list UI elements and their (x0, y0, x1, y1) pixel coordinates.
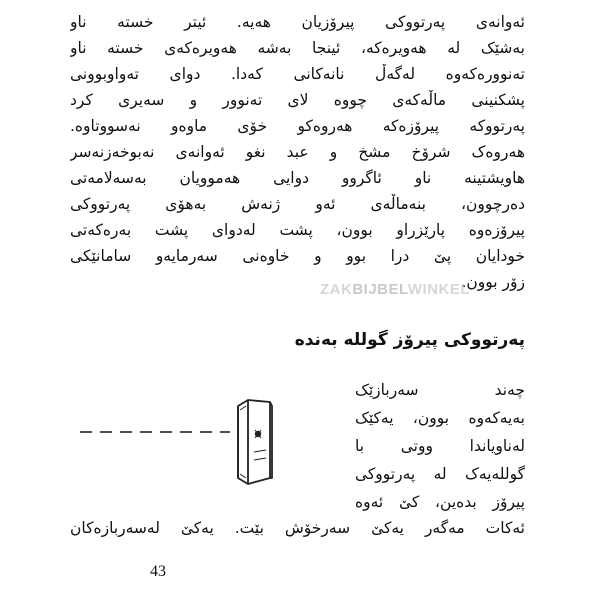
body-line: چەند سەربازێک (355, 381, 525, 399)
paragraph-line: ئەوانەی پەرتووکی پیرۆزیان هەیە. ئیتر خستە ناو (70, 13, 525, 31)
page-number: 43 (150, 563, 166, 580)
paragraph-line: پەرتووکە پیرۆزەکە هەروەکو خۆی ماوەو نەسووتاوە. (70, 117, 525, 135)
section-heading: پەرتووکی پیرۆز گوللە بەندە (294, 330, 525, 350)
watermark-part: ZAK (320, 281, 353, 298)
bible-bullet-illustration (70, 390, 300, 500)
paragraph-line: پشکنینی ماڵەکەی چووە لای تەنوور و سەیری کرد (70, 91, 525, 109)
paragraph-line: دەرچوون، بنەماڵەی ئەو ژنەش بەهۆی پەرتووکی (70, 195, 525, 213)
paragraph-line: زۆر بوون. (461, 273, 525, 291)
paragraph-line: هەروەک شرۆخ مشخ و عبد نغو ئەوانەی نەبوخەزنەسر (70, 143, 525, 161)
paragraph-line: خودایان پێ درا بوو و خاوەنی سەرمایەو سامانێکی (70, 247, 525, 265)
watermark-part: WINKEL (407, 281, 471, 298)
watermark (320, 281, 470, 298)
book-icon (238, 400, 272, 484)
watermark-part: BIJBEL (352, 281, 408, 298)
body-line: پیرۆز بدەین، کێ ئەوە (355, 493, 525, 511)
paragraph-line: تەنوورەکەوە لەگەڵ نانەکانی کەدا. دوای تەواوبوونی (70, 65, 525, 83)
paragraph-line: هاویشتینە ناو ئاگروو دوایی هەموویان بەسەلامەتی (70, 169, 525, 187)
body-line: ئەکات مەگەر یەکێ سەرخۆش بێت. یەکێ لەسەربازەکان (70, 519, 525, 537)
body-line: گوللەیەک لە پەرتووکی (355, 465, 525, 483)
body-line: لەناویاندا ووتی با (355, 437, 525, 455)
body-line: بەیەکەوە بوون، یەکێک (355, 409, 525, 427)
paragraph-line: پیرۆزەوە پارێزراو بوون، پشت لەدوای پشت بەرەکەتی (70, 221, 525, 239)
paragraph-line: بەشێک لە هەویرەکە، ئینجا بەشە هەویرەکەی خستە ناو (70, 39, 525, 57)
